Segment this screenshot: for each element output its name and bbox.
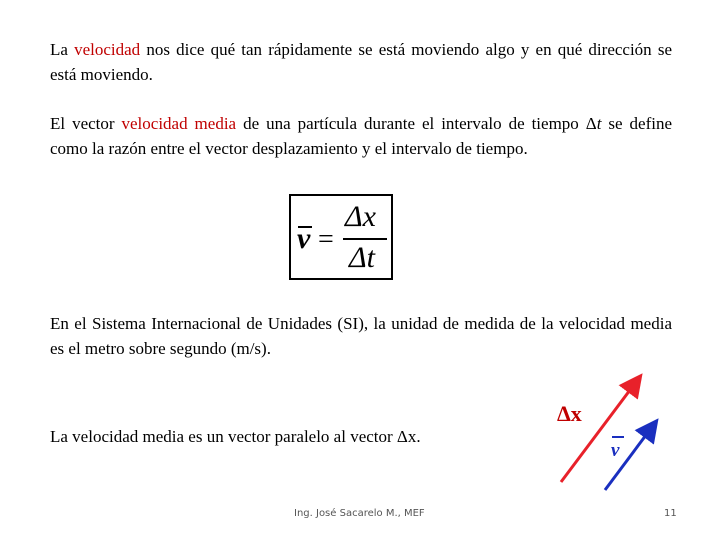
velocity-label-text: v (611, 440, 620, 461)
footer-author: Ing. José Sacarelo M., MEF (294, 508, 425, 519)
formula-lhs: v (297, 222, 311, 255)
text: se define como la razón entre el vector desplazamiento y el intervalo de tiempo. (50, 114, 673, 158)
text: La (50, 40, 75, 59)
paragraph-si-units: En el Sistema Internacional de Unidades (SI), la unidad de medida de la velocidad media es el metro sobre segundo (m/s). (50, 314, 672, 358)
formula-equals: = (318, 224, 334, 255)
velocity-label (611, 440, 619, 462)
formula-numerator: Δx (345, 200, 376, 233)
paragraph-parallel-vector: La velocidad media es un vector paralelo al vector Δx. (50, 427, 421, 446)
formula-denominator: Δt (349, 241, 375, 274)
page-number: 11 (664, 508, 677, 519)
text: de una partícula durante el intervalo de tiempo Δ (236, 114, 597, 133)
text: El vector (50, 114, 122, 133)
displacement-label: Δx (557, 401, 582, 426)
text: nos dice qué tan rápidamente se está moviendo algo y en qué dirección se está moviendo. (50, 40, 672, 84)
displacement-vector-arrow (561, 378, 639, 482)
highlight-velocidad-media: velocidad media (121, 114, 237, 133)
velocity-bar (612, 436, 624, 438)
highlight-velocidad: velocidad (74, 40, 141, 59)
text-t: t (596, 114, 602, 133)
